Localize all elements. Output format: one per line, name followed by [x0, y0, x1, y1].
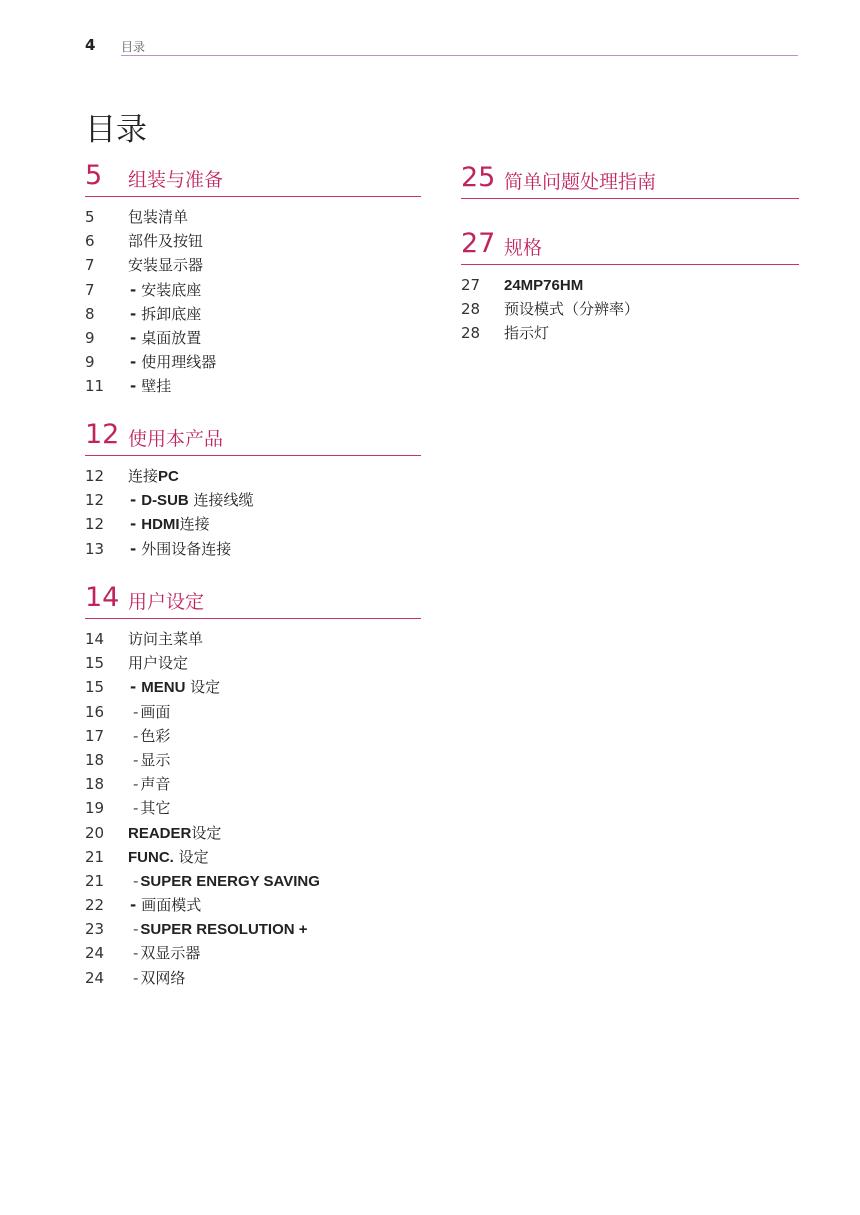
- section-title[interactable]: 用户设定: [128, 591, 205, 613]
- toc-entry[interactable]: [85, 941, 421, 965]
- section-number: 14: [85, 582, 120, 613]
- toc-entry[interactable]: [85, 512, 421, 536]
- toc-entry[interactable]: [85, 651, 421, 675]
- toc-entry-dash: -: [133, 944, 139, 963]
- toc-entry[interactable]: [85, 966, 421, 990]
- toc-entry-text[interactable]: [128, 512, 210, 537]
- section-heading: [461, 162, 799, 199]
- toc-entry-text[interactable]: [128, 917, 308, 942]
- toc-entry-label: 画面: [140, 702, 171, 721]
- toc-entry[interactable]: [85, 326, 421, 350]
- toc-entry-text[interactable]: [128, 205, 188, 229]
- toc-entry[interactable]: [461, 297, 799, 321]
- toc-entry-label: 连接线缆: [188, 491, 254, 510]
- toc-entry-label: 其它: [140, 799, 171, 818]
- toc-entry-text[interactable]: [128, 724, 170, 748]
- toc-entry-label: 指示灯: [504, 324, 550, 343]
- toc-entry-text[interactable]: [128, 796, 170, 820]
- toc-entry-label: 设定: [191, 823, 222, 842]
- toc-entry-label: 包装清单: [128, 208, 189, 226]
- toc-entry-list: [85, 205, 421, 399]
- toc-entry-list: [85, 627, 421, 990]
- toc-entry-text[interactable]: [504, 297, 639, 321]
- toc-entry-label: 色彩: [140, 726, 171, 745]
- toc-entry-page: 5: [85, 208, 95, 226]
- toc-entry-text[interactable]: [128, 278, 201, 302]
- toc-entry-page: 18: [85, 775, 105, 794]
- toc-entry[interactable]: [85, 748, 421, 772]
- toc-entry-dash: -: [133, 920, 139, 939]
- toc-entry[interactable]: [85, 350, 421, 374]
- toc-entry[interactable]: [85, 302, 421, 326]
- toc-entry-label: 壁挂: [141, 377, 172, 396]
- toc-entry[interactable]: [85, 229, 421, 253]
- toc-entry-page: 23: [85, 920, 105, 939]
- toc-entry[interactable]: [85, 253, 421, 277]
- toc-entry-bold-label: SUPER RESOLUTION +: [140, 921, 308, 939]
- toc-entry-text[interactable]: [128, 966, 185, 990]
- toc-entry-page: 27: [461, 276, 481, 294]
- toc-entry[interactable]: [85, 627, 421, 651]
- toc-entry-page: 21: [85, 871, 105, 890]
- toc-entry[interactable]: [85, 724, 421, 748]
- toc-entry-page: 7: [85, 280, 95, 299]
- toc-entry-dash: -: [130, 896, 137, 915]
- toc-entry[interactable]: [85, 893, 421, 917]
- toc-entry-label: 显示: [140, 750, 171, 769]
- toc-entry-bold-label: D-SUB: [141, 492, 189, 510]
- toc-entry-text[interactable]: [128, 772, 170, 796]
- toc-entry-dash: -: [130, 377, 137, 396]
- toc-entry[interactable]: [85, 464, 421, 488]
- toc-entry-text[interactable]: [128, 675, 220, 700]
- toc-entry-label: 预设模式（分辨率）: [504, 300, 640, 319]
- toc-entry-page: 18: [85, 750, 105, 769]
- toc-entry-text[interactable]: [128, 700, 170, 724]
- toc-entry-dash: -: [130, 515, 137, 534]
- toc-entry-bold-label: MENU: [141, 679, 186, 697]
- toc-entry-label: 拆卸底座: [141, 304, 202, 323]
- toc-entry-text[interactable]: [128, 229, 203, 253]
- toc-entry-dash: -: [133, 968, 139, 987]
- toc-entry-page: 21: [85, 847, 105, 866]
- toc-entry-list: [461, 273, 799, 346]
- toc-entry-page: 28: [461, 324, 481, 343]
- section-heading: [85, 419, 421, 456]
- toc-section-user-settings: [85, 582, 421, 990]
- toc-entry-bold-label: HDMI: [141, 516, 180, 534]
- toc-entry-page: 9: [85, 353, 95, 372]
- toc-section-specifications: [461, 228, 799, 346]
- toc-entry-page: 13: [85, 539, 105, 558]
- toc-entry-text[interactable]: [128, 651, 188, 675]
- toc-entry-bold-label: SUPER ENERGY SAVING: [140, 872, 320, 890]
- toc-entry-page: 15: [85, 678, 105, 697]
- toc-entry-label: 双网络: [140, 968, 186, 987]
- section-number: 27: [461, 228, 496, 259]
- toc-entry-label: 连接: [179, 515, 210, 534]
- toc-entry-dash: -: [133, 775, 139, 794]
- toc-entry-text[interactable]: [128, 893, 201, 917]
- toc-entry[interactable]: [85, 675, 421, 699]
- toc-entry-label: 桌面放置: [141, 328, 202, 347]
- toc-entry-dash: -: [133, 750, 139, 769]
- section-title[interactable]: 组装与准备: [128, 169, 224, 191]
- page-header: [85, 36, 798, 56]
- toc-entry-page: 28: [461, 300, 481, 319]
- toc-entry[interactable]: [85, 700, 421, 724]
- toc-entry-text[interactable]: [128, 748, 170, 772]
- toc-entry[interactable]: [85, 796, 421, 820]
- page-title: 目录: [85, 112, 147, 148]
- toc-entry-page: 20: [85, 823, 105, 842]
- toc-entry-label: 访问主菜单: [128, 630, 204, 648]
- toc-entry-text[interactable]: [128, 374, 171, 398]
- section-heading: [85, 160, 421, 197]
- toc-entry-dash: -: [130, 304, 137, 323]
- toc-entry[interactable]: [85, 374, 421, 398]
- toc-entry-text[interactable]: [128, 869, 320, 894]
- toc-entry-page: 16: [85, 702, 105, 721]
- toc-entry-dash: -: [133, 799, 139, 818]
- toc-entry-label: 使用理线器: [141, 353, 217, 372]
- header-rule: [121, 55, 798, 56]
- toc-section-assembly: [85, 160, 421, 399]
- toc-entry-text[interactable]: [128, 941, 200, 965]
- toc-entry-page: 12: [85, 515, 105, 534]
- toc-entry-page: 22: [85, 896, 105, 915]
- section-heading: [85, 582, 421, 619]
- section-title[interactable]: 规格: [504, 237, 543, 259]
- header-page-number: 4: [85, 36, 96, 54]
- toc-entry-bold-label: READER: [128, 824, 192, 842]
- toc-entry-dash: -: [133, 871, 139, 890]
- toc-entry-bold-label: 24MP76HM: [504, 277, 584, 294]
- toc-section-using-product: [85, 419, 421, 561]
- toc-entry-text[interactable]: [128, 350, 216, 374]
- toc-entry-page: 12: [85, 491, 105, 510]
- toc-entry-label: 安装显示器: [128, 256, 204, 275]
- toc-entry-text[interactable]: [504, 321, 549, 345]
- section-number: 12: [85, 419, 120, 450]
- toc-entry-label: 设定: [185, 678, 221, 697]
- toc-entry[interactable]: [85, 205, 421, 229]
- toc-entry[interactable]: [461, 273, 799, 297]
- toc-entry-dash: -: [130, 280, 137, 299]
- toc-entry-dash: -: [130, 539, 137, 558]
- section-title[interactable]: 简单问题处理指南: [504, 171, 657, 193]
- toc-entry-bold-label: FUNC.: [128, 848, 174, 866]
- toc-entry[interactable]: [85, 488, 421, 512]
- toc-entry-text[interactable]: [128, 302, 201, 326]
- toc-entry-dash: -: [130, 328, 137, 347]
- toc-entry-page: 19: [85, 799, 105, 818]
- toc-entry-text[interactable]: [128, 464, 179, 489]
- toc-entry-label: 双显示器: [140, 944, 201, 963]
- toc-entry-label: 外围设备连接: [141, 539, 232, 558]
- toc-entry[interactable]: [85, 772, 421, 796]
- toc-entry-label: 声音: [140, 775, 171, 794]
- toc-entry-bold-label: PC: [158, 468, 179, 485]
- toc-entry-page: 6: [85, 232, 95, 251]
- toc-entry-page: 15: [85, 654, 105, 673]
- toc-entry-dash: -: [133, 702, 139, 721]
- toc-entry-text[interactable]: [504, 273, 583, 298]
- toc-entry-page: 17: [85, 726, 105, 745]
- toc-entry-text[interactable]: [128, 821, 221, 846]
- toc-entry-text[interactable]: [128, 537, 231, 561]
- section-title[interactable]: 使用本产品: [128, 428, 224, 450]
- toc-entry-list: [85, 464, 421, 561]
- section-heading: [461, 228, 799, 265]
- toc-entry-label: 设定: [173, 847, 209, 866]
- toc-entry-page: 12: [85, 467, 105, 485]
- toc-entry[interactable]: [85, 845, 421, 869]
- toc-entry-label: 用户设定: [128, 654, 189, 673]
- toc-entry-page: 7: [85, 256, 95, 275]
- toc-entry[interactable]: [461, 321, 799, 345]
- toc-entry-text[interactable]: [128, 488, 254, 513]
- header-title: 目录: [121, 40, 146, 54]
- toc-entry-label: 画面模式: [141, 896, 202, 915]
- toc-entry-dash: -: [130, 353, 137, 372]
- toc-entry-page: 24: [85, 944, 105, 963]
- toc-entry-label: 部件及按钮: [128, 232, 204, 251]
- toc-section-troubleshooting: [461, 162, 799, 199]
- toc-entry[interactable]: [85, 917, 421, 941]
- toc-entry-dash: -: [133, 726, 139, 745]
- toc-entry[interactable]: [85, 537, 421, 561]
- toc-entry-page: 24: [85, 968, 105, 987]
- toc-entry[interactable]: [85, 821, 421, 845]
- toc-entry-text[interactable]: [128, 845, 209, 870]
- toc-entry[interactable]: [85, 869, 421, 893]
- toc-entry-page: 11: [85, 377, 105, 396]
- toc-entry-dash: -: [130, 678, 137, 697]
- toc-entry-text[interactable]: [128, 253, 203, 277]
- section-number: 25: [461, 162, 496, 193]
- toc-entry-text[interactable]: [128, 326, 201, 350]
- toc-entry-text[interactable]: [128, 627, 203, 651]
- toc-entry-page: 8: [85, 304, 95, 323]
- section-number: 5: [85, 160, 103, 191]
- toc-entry-page: 9: [85, 328, 95, 347]
- toc-entry-label: 连接: [128, 467, 159, 485]
- toc-entry-page: 14: [85, 630, 105, 648]
- toc-entry-dash: -: [130, 491, 137, 510]
- toc-entry[interactable]: [85, 278, 421, 302]
- toc-entry-label: 安装底座: [141, 280, 202, 299]
